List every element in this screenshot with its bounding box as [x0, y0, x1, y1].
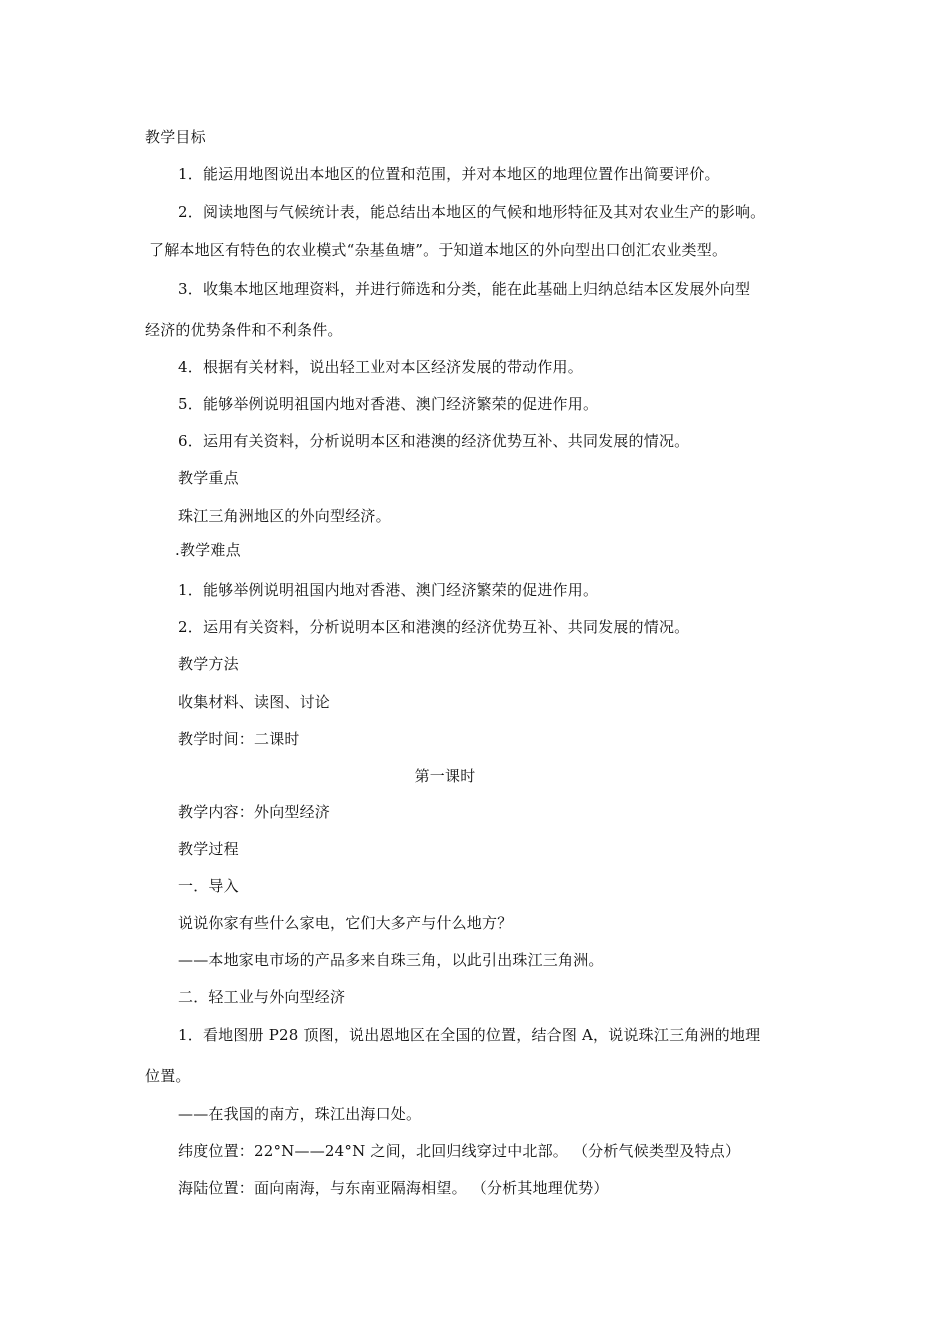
- difficulty-2: 2．运用有关资料，分析说明本区和港澳的经济优势互补、共同发展的情况。: [178, 618, 690, 636]
- heading-teaching-objectives: 教学目标: [145, 128, 206, 146]
- task-1-answer: ——在我国的南方，珠江出海口处。: [178, 1105, 422, 1123]
- objective-3-continued: 经济的优势条件和不利条件。: [145, 321, 343, 339]
- task-1-continued: 位置。: [145, 1067, 191, 1085]
- heading-teaching-process: 教学过程: [178, 840, 239, 858]
- objective-6: 6．运用有关资料，分析说明本区和港澳的经济优势互补、共同发展的情况。: [178, 432, 690, 450]
- objective-2: 2．阅读地图与气候统计表，能总结出本地区的气候和地形特征及其对农业生产的影响。: [178, 203, 766, 221]
- objective-4: 4．根据有关材料，说出轻工业对本区经济发展的带动作用。: [178, 358, 583, 376]
- heading-teaching-focus: 教学重点: [178, 469, 239, 487]
- latitude-position: 纬度位置：22°N——24°N 之间，北回归线穿过中北部。 （分析气候类型及特点）: [178, 1142, 741, 1160]
- intro-answer: ——本地家电市场的产品多来自珠三角，以此引出珠江三角洲。: [178, 951, 604, 969]
- objective-2-continued: 了解本地区有特色的农业模式“杂基鱼塘”。于知道本地区的外向型出口创汇农业类型。: [149, 241, 728, 259]
- teaching-focus-text: 珠江三角洲地区的外向型经济。: [178, 507, 391, 525]
- lesson-title: 第一课时: [414, 767, 476, 785]
- section-introduction: 一．导入: [178, 877, 239, 895]
- section-light-industry: 二．轻工业与外向型经济: [178, 988, 346, 1006]
- intro-question: 说说你家有些什么家电，它们大多产与什么地方？: [178, 914, 513, 932]
- teaching-method-text: 收集材料、读图、讨论: [178, 693, 331, 711]
- difficulty-1: 1．能够举例说明祖国内地对香港、澳门经济繁荣的促进作用。: [178, 581, 599, 599]
- heading-teaching-difficulty: .教学难点: [175, 541, 241, 559]
- objective-3: 3．收集本地区地理资料，并进行筛选和分类，能在此基础上归纳总结本区发展外向型: [178, 280, 751, 298]
- objective-5: 5．能够举例说明祖国内地对香港、澳门经济繁荣的促进作用。: [178, 395, 599, 413]
- heading-teaching-method: 教学方法: [178, 655, 239, 673]
- teaching-content: 教学内容：外向型经济: [178, 803, 331, 821]
- task-1: 1．看地图册 P28 顶图，说出恩地区在全国的位置，结合图 A，说说珠江三角洲的地理: [178, 1026, 761, 1044]
- teaching-time: 教学时间：二课时: [178, 730, 300, 748]
- sea-land-position: 海陆位置：面向南海，与东南亚隔海相望。 （分析其地理优势）: [178, 1179, 609, 1197]
- objective-1: 1．能运用地图说出本地区的位置和范围，并对本地区的地理位置作出简要评价。: [178, 165, 720, 183]
